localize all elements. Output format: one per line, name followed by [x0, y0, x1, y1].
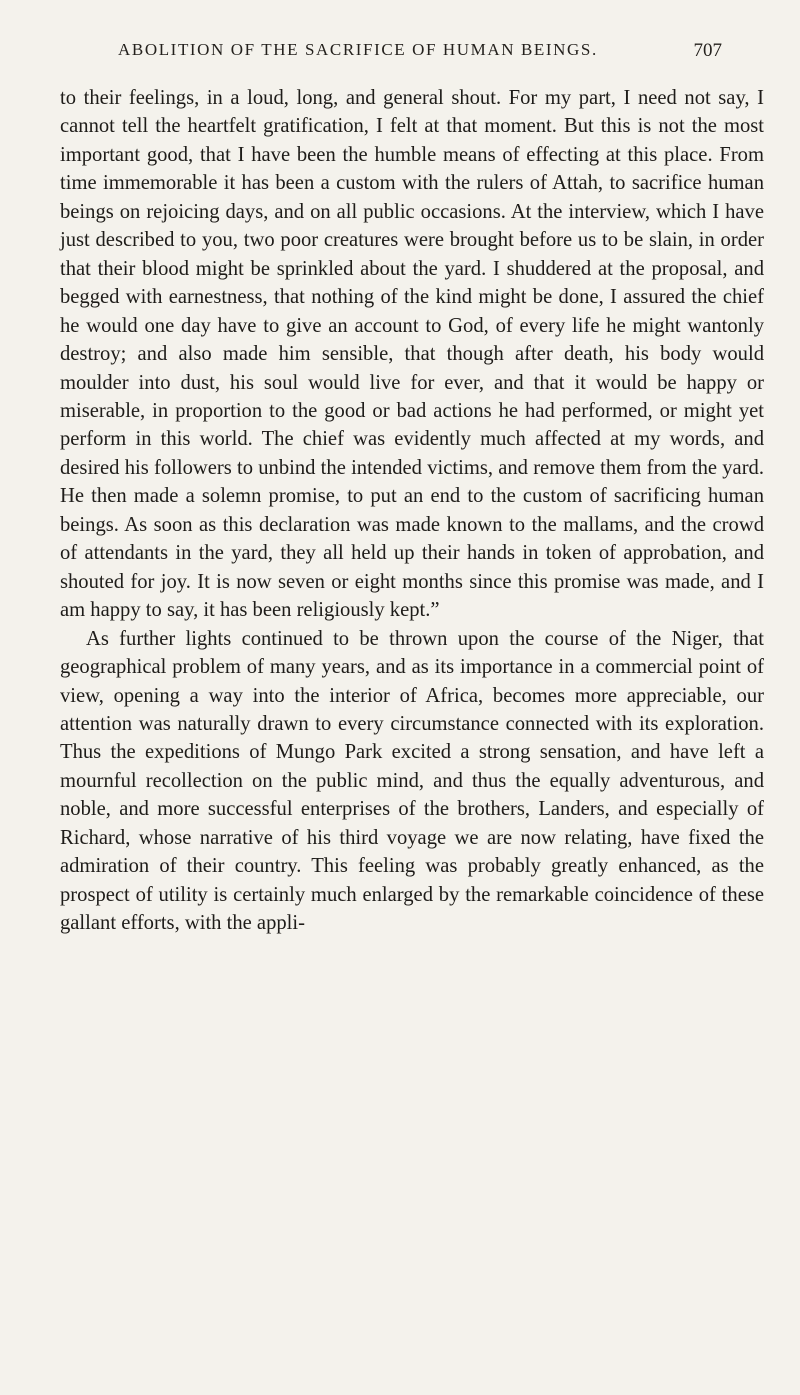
running-header	[118, 40, 722, 61]
page-number: 707	[693, 40, 722, 61]
body-text	[60, 84, 764, 938]
paragraph-niger: As further lights continued to be thrown upon the course of the Niger, that geographical problem of many years, and as its importance in a commercial point of view, opening a way into the interior of Africa, becomes more appreciable, our attention was naturally drawn to every circumstance connected with its exploration. Thus the expeditions of Mungo Park excited a strong sensation, and have left a mournful recollection on the public mind, and thus the equally adventurous, and noble, and more successful enterprises of the brothers, Landers, and especially of Richard, whose narrative of his third voyage we are now relating, have fixed the admiration of their country. This feeling was probably greatly enhanced, as the prospect of utility is certainly much enlarged by the remarkable coincidence of these gallant efforts, with the appli-	[60, 627, 764, 935]
paragraph-continued: to their feelings, in a loud, long, and general shout. For my part, I need not say, I cannot tell the heartfelt gratification, I felt at that moment. But this is not the most important good, that I have been the humble means of effecting at this place. From time immemorable it has been a custom with the rulers of Attah, to sacrifice human beings on rejoicing days, and on all public occasions. At the interview, which I have just described to you, two poor creatures were brought before us to be slain, in order that their blood might be sprinkled about the yard. I shuddered at the proposal, and begged with earnestness, that nothing of the kind might be done, I assured the chief he would one day have to give an account to God, of every life he might wantonly destroy; and also made him sensible, that though after death, his body would moulder into dust, his soul would live for ever, and that it would be happy or miserable, in proportion to the good or bad actions he had performed, or might yet perform in this world. The chief was evidently much affected at my words, and desired his followers to unbind the intended victims, and remove them from the yard. He then made a solemn promise, to put an end to the custom of sacrificing human beings. As soon as this declaration was made known to the mallams, and the crowd of attendants in the yard, they all held up their hands in token of approbation, and shouted for joy. It is now seven or eight months since this promise was made, and I am happy to say, it has been religiously kept.”	[60, 87, 764, 622]
running-title: ABOLITION OF THE SACRIFICE OF HUMAN BEINGS.	[118, 40, 598, 59]
